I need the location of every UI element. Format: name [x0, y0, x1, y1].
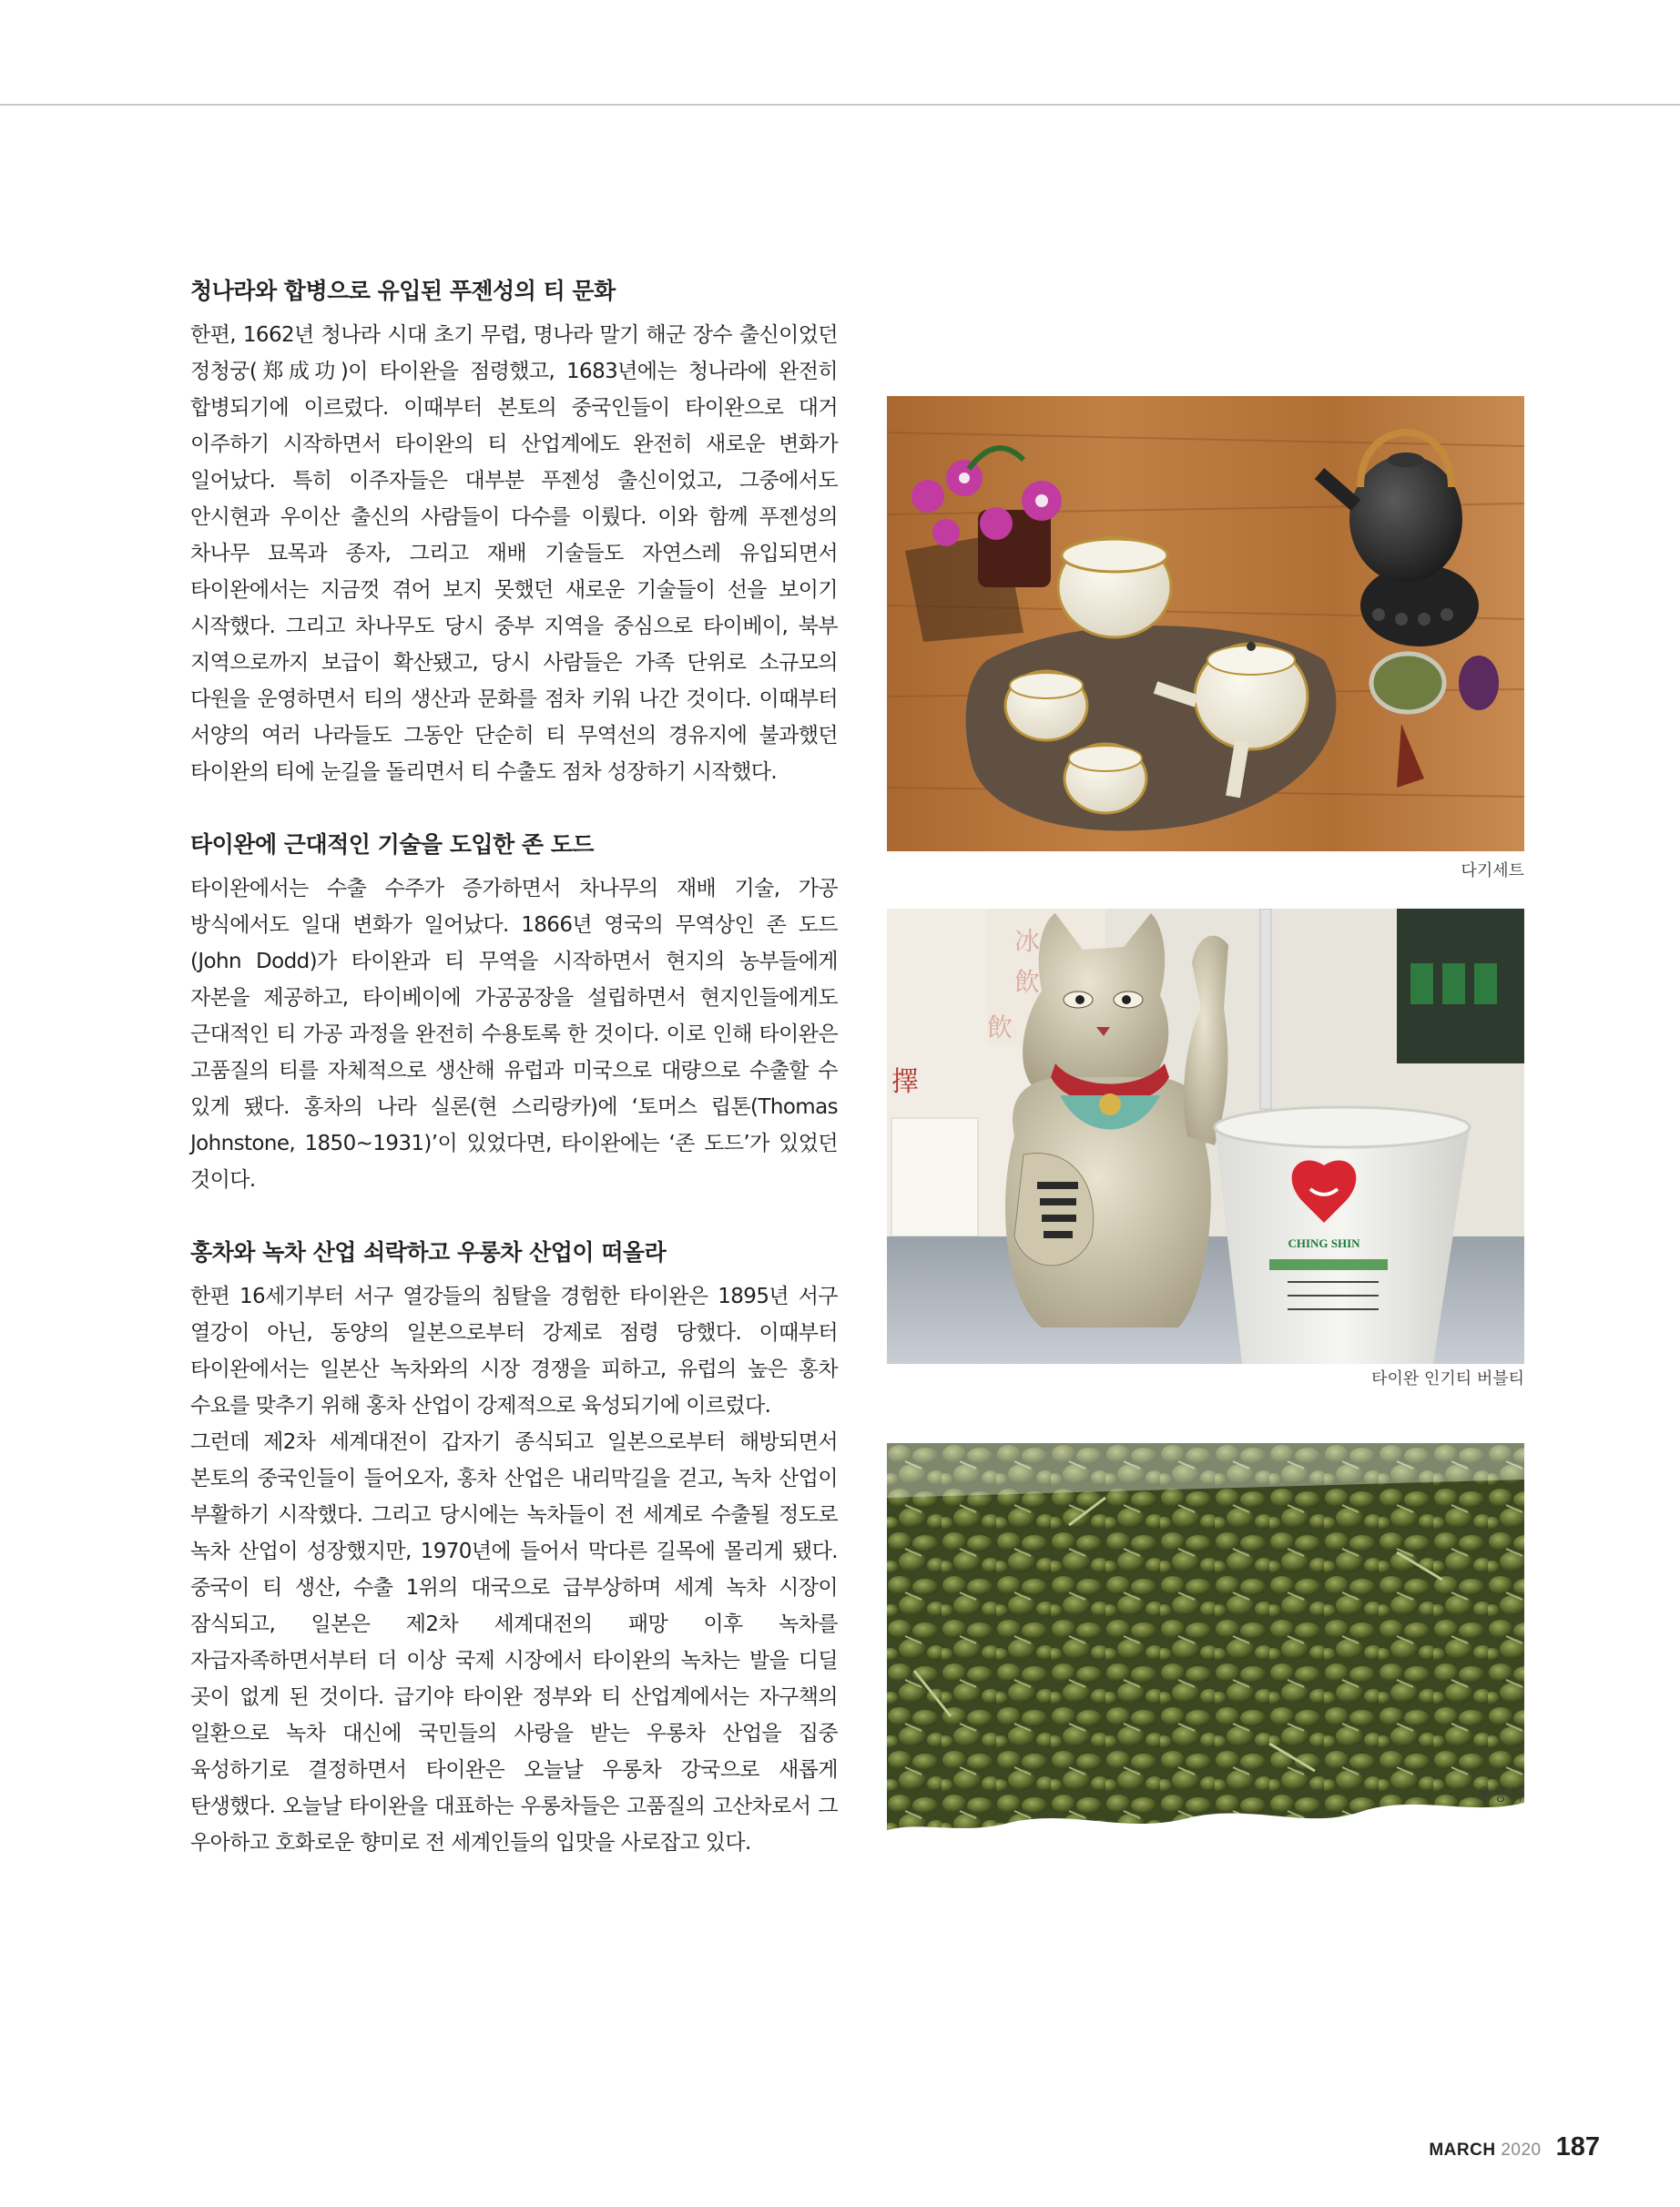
footer-month: MARCH	[1429, 2141, 1496, 2160]
bubble-tea-photo	[887, 909, 1524, 1364]
section-qing-dynasty	[190, 273, 838, 790]
footer-issue	[1429, 2141, 1541, 2161]
sign-char: 擇	[891, 1066, 919, 1098]
bubble-tea-caption: 타이완 인기티 버블티	[1371, 1369, 1524, 1388]
page-number: 187	[1555, 2132, 1600, 2161]
tea-set-caption: 다기세트	[1461, 861, 1524, 880]
oolong-caption: 우롱차	[1476, 1785, 1524, 1805]
footer-year: 2020	[1501, 2141, 1542, 2160]
cup-brand-text: CHING SHIN	[1288, 1236, 1360, 1250]
sign-char: 飲	[1014, 967, 1041, 997]
oolong-leaves-photo	[887, 1443, 1524, 1839]
paragraph: 한편, 1662년 청나라 시대 초기 무렵, 명나라 말기 해군 장수 출신이었던 정청궁(郑成功)이 타이완을 점령했고, 1683년에는 청나라에 완전히 합병되기에 이르렀다. 이때부터 본토의 중국인들이 타이완으로 대거 이주하기 시작하면서 타이완의 티 산업계에도 완전히 새로운 변화가 일어났다. 특히 이주자들은 대부분 푸젠성 출신이었고, 그중에서도 안시현과 우이산 출신의 사람들이 다수를 이뤘다. 이와 함께 푸젠성의 차나무 묘목과 종자, 그리고 재배 기술들도 자연스레 유입되면서 타이완에서는 지금껏 겪어 보지 못했던 새로운 기술들이 선을 보이기 시작했다. 그리고 차나무도 당시 중부 지역을 중심으로 타이베이, 북부 지역으로까지 보급이 확산됐고, 당시 사람들은 가족 단위로 소규모의 다원을 운영하면서 티의 생산과 문화를 점차 키워 나간 것이다. 이때부터 서양의 여러 나라들도 그동안 단순히 티 무역선의 경유지에 불과했던 타이완의 티에 눈길을 돌리면서 티 수출도 점차 성장하기 시작했다.	[190, 323, 838, 784]
article-body	[190, 273, 838, 1897]
paragraph: 그런데 제2차 세계대전이 갑자기 종식되고 일본으로부터 해방되면서 본토의 중국인들이 들어오자, 홍차 산업은 내리막길을 걷고, 녹차 산업이 부활하기 시작했다. 그리고 당시에는 녹차들이 전 세계로 수출될 정도로 녹차 산업이 성장했지만, 1970년에 들어서 막다른 길목에 몰리게 됐다. 중국이 티 생산, 수출 1위의 대국으로 급부상하며 세계 녹차 시장이 잠식되고, 일본은 제2차 세계대전의 패망 이후 녹차를 자급자족하면서부터 더 이상 국제 시장에서 타이완의 녹차는 발을 디딜 곳이 없게 된 것이다. 급기야 타이완 정부와 티 산업계에서는 자구책의 일환으로 녹차 대신에 국민들의 사랑을 받는 우롱차 산업을 집중 육성하기로 결정하면서 타이완은 오늘날 우롱차 강국으로 새롭게 탄생했다. 오늘날 타이완을 대표하는 우롱차들은 고품질의 고산차로서 그 우아하고 호화로운 향미로 전 세계인들의 입맛을 사로잡고 있다.	[190, 1430, 838, 1855]
section-heading: 타이완에 근대적인 기술을 도입한 존 도드	[190, 831, 595, 858]
section-john-dodd	[190, 827, 838, 1198]
sign-char: 冰	[1014, 926, 1041, 956]
section-heading: 홍차와 녹차 산업 쇠락하고 우롱차 산업이 떠올라	[190, 1239, 667, 1266]
sign-char: 飲	[987, 1012, 1013, 1042]
paragraph: 타이완에서는 수출 수주가 증가하면서 차나무의 재배 기술, 가공 방식에서도 일대 변화가 일어났다. 1866년 영국의 무역상인 존 도드(John Dodd)가 타이완과 티 무역을 시작하면서 현지의 농부들에게 자본을 제공하고, 타이베이에 가공공장을 설립하면서 현지인들에게도 근대적인 티 가공 과정을 완전히 수용토록 한 것이다. 이로 인해 타이완은 고품질의 티를 자체적으로 생산해 유럽과 미국으로 대량으로 수출할 수 있게 됐다. 홍차의 나라 실론(현 스리랑카)에 ‘토머스 립톤(Thomas Johnstone, 1850~1931)’이 있었다면, 타이완에는 ‘존 도드’가 있었던 것이다.	[190, 877, 838, 1192]
section-heading: 청나라와 합병으로 유입된 푸젠성의 티 문화	[190, 278, 616, 304]
paragraph: 한편 16세기부터 서구 열강들의 침탈을 경험한 타이완은 1895년 서구 열강이 아닌, 동양의 일본으로부터 강제로 점령 당했다. 이때부터 타이완에서는 일본산 녹차와의 시장 경쟁을 피하고, 유럽의 높은 홍차 수요를 맞추기 위해 홍차 산업이 강제적으로 육성되기에 이르렀다.	[190, 1285, 838, 1418]
section-oolong-rise	[190, 1235, 838, 1861]
header-rule	[0, 104, 1680, 106]
page-footer	[1429, 2132, 1600, 2162]
tea-set-photo	[887, 396, 1524, 851]
